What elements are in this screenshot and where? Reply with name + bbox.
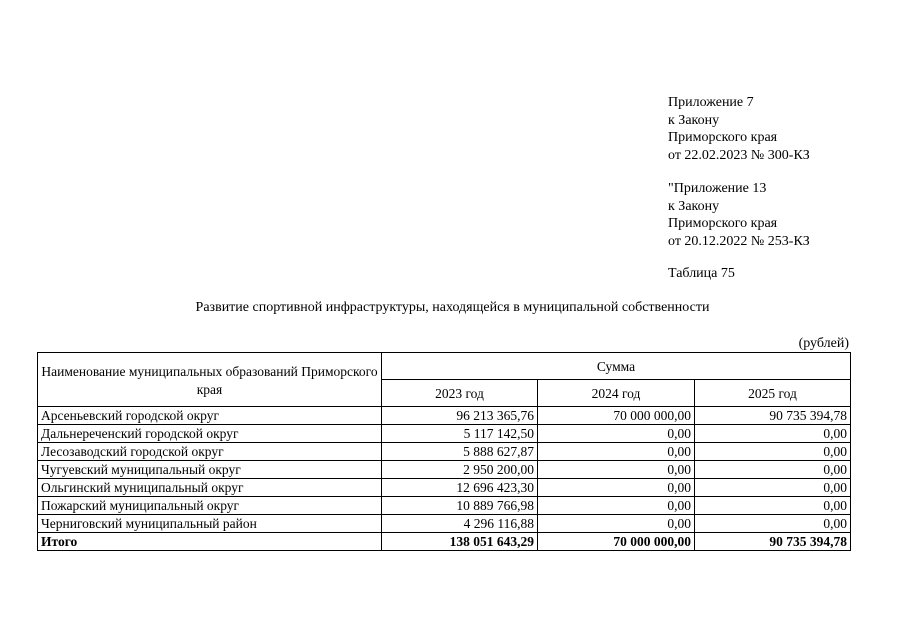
amount-2024: 0,00 [538,497,695,515]
appendix-line: к Закону [668,198,720,214]
municipality-name: Дальнереченский городской округ [38,425,382,443]
appendix-line: Приложение 7 [668,95,754,110]
amount-2024: 0,00 [538,479,695,497]
municipality-name: Пожарский муниципальный округ [38,497,382,515]
budget-table [37,352,851,551]
amount-2023: 2 950 200,00 [382,461,538,479]
amount-2025: 90 735 394,78 [695,407,851,425]
amount-2024: 0,00 [538,461,695,479]
appendix-current-block [668,94,810,164]
total-label: Итого [38,533,382,551]
appendix-line: от 22.02.2023 № 300-КЗ [668,147,810,163]
appendix-line: Приморского края [668,130,778,145]
municipality-name: Чугуевский муниципальный округ [38,461,382,479]
amount-2023: 10 889 766,98 [382,497,538,515]
amount-2025: 0,00 [695,479,851,497]
amount-2023: 12 696 423,30 [382,479,538,497]
amount-2025: 0,00 [695,497,851,515]
municipality-name: Черниговский муниципальный район [38,515,382,533]
amount-2023: 96 213 365,76 [382,407,538,425]
document-title: Развитие спортивной инфраструктуры, находящейся в муниципальной собственности [195,300,710,315]
amount-2024: 70 000 000,00 [538,407,695,425]
amount-2025: 0,00 [695,425,851,443]
table-row [38,407,851,425]
header-sum: Сумма [382,353,851,380]
amount-2025: 0,00 [695,515,851,533]
total-2023: 138 051 643,29 [382,533,538,551]
municipality-name: Лесозаводский городской округ [38,443,382,461]
municipality-name: Арсеньевский городской округ [38,407,382,425]
table-row [38,461,851,479]
header-year-2024: 2024 год [538,380,695,407]
header-year-2023: 2023 год [382,380,538,407]
table-row [38,425,851,443]
amount-2025: 0,00 [695,443,851,461]
amount-2025: 0,00 [695,461,851,479]
total-row [38,533,851,551]
table-row [38,479,851,497]
total-2025: 90 735 394,78 [695,533,851,551]
units-label: (рублей) [798,336,849,351]
table-row [38,515,851,533]
header-year-2025: 2025 год [695,380,851,407]
header-municipality: Наименование муниципальных образований Приморского края [38,353,382,407]
amount-2024: 0,00 [538,443,695,461]
table-row [38,443,851,461]
amount-2024: 0,00 [538,515,695,533]
municipality-name: Ольгинский муниципальный округ [38,479,382,497]
appendix-line: от 20.12.2022 № 253-КЗ [668,233,810,249]
amount-2023: 4 296 116,88 [382,515,538,533]
table-row [38,497,851,515]
appendix-line: "Приложение 13 [668,181,767,196]
amount-2024: 0,00 [538,425,695,443]
appendix-line: к Закону [668,112,720,128]
appendix-amended-block [668,180,810,250]
total-2024: 70 000 000,00 [538,533,695,551]
appendix-line: Приморского края [668,216,778,231]
amount-2023: 5 117 142,50 [382,425,538,443]
table-number: Таблица 75 [668,266,735,281]
amount-2023: 5 888 627,87 [382,443,538,461]
